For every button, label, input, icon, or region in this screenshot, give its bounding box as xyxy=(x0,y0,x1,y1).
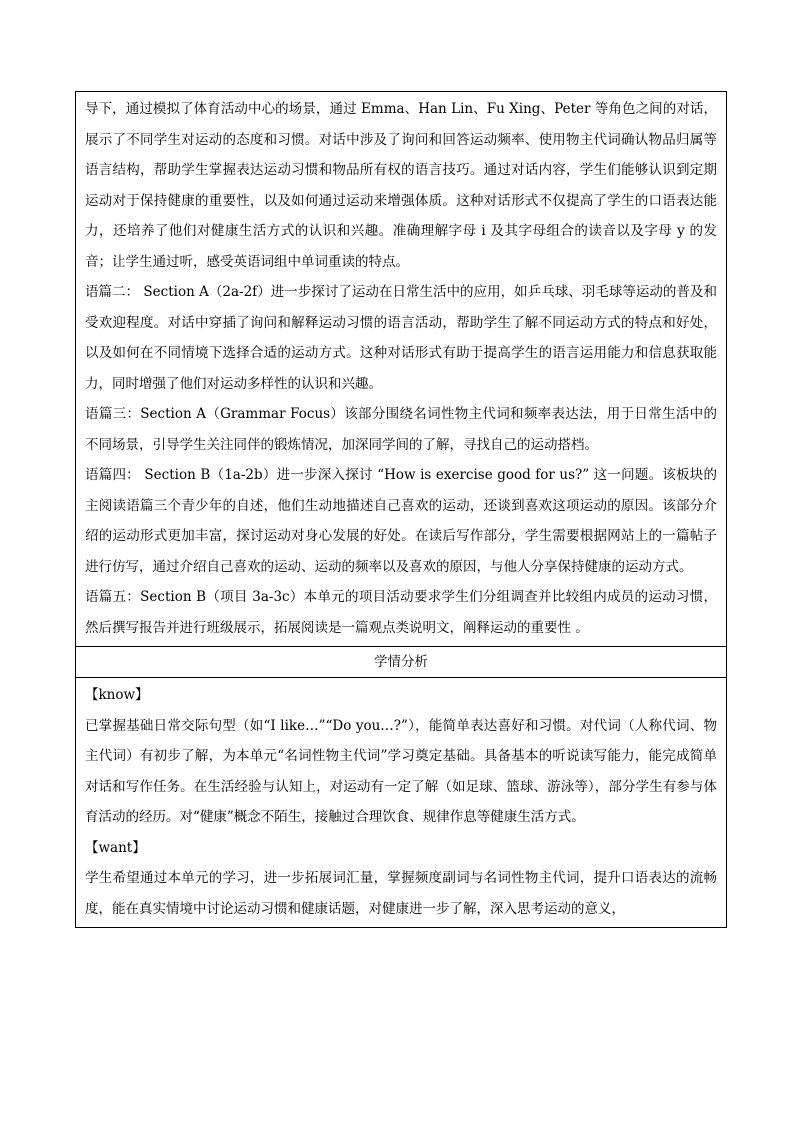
want-tag: 【want】 xyxy=(85,839,146,856)
know-tag: 【know】 xyxy=(85,687,149,703)
student-analysis-cell xyxy=(76,678,726,927)
know-text: 已掌握基础日常交际句型（如“I like…”“Do you…?”），能简单表达喜好和习惯。对代词（人称代词、物主代词）有初步了解，为本单元“名词性物主代词”学习奠定基础。具备基本的听说读写能力，能完成简单对话和写作任务。在生活经验与认知上，对运动有一定了解（如足球、篮球、游泳等），部分学生有参与体育活动的经历。对“健康”概念不陌生，接触过合理饮食、规律作息等健康生活方式。 xyxy=(85,717,717,825)
paragraph-text-five: 语篇五：Section B（项目 3a-3c）本单元的项目活动要求学生们分组调查并比较组内成员的运动习惯，然后撰写报告并进行班级展示，拓展阅读是一篇观点类说明文，阐释运动的重要性 。 xyxy=(85,589,717,636)
lesson-plan-table xyxy=(75,91,727,928)
paragraph-text-one: 导下，通过模拟了体育活动中心的场景，通过 Emma、Han Lin、Fu Xing、Peter 等角色之间的对话，展示了不同学生对运动的态度和习惯。对话中涉及了询问和回答运动频率、使用物主代词确认物品归属等语言结构，帮助学生掌握表达运动习惯和物品所有权的语言技巧。通过对话内容，学生们能够认识到定期运动对于保持健康的重要性，以及如何通过运动来增强体质。这种对话形式不仅提高了学生的口语表达能力，还培养了他们对健康生活方式的认识和兴趣。准确理解字母 i 及其字母组合的读音以及字母 y 的发音；让学生通过听，感受英语词组中单词重读的特点。 xyxy=(85,101,717,270)
text-analysis-cell xyxy=(76,92,726,646)
want-text: 学生希望通过本单元的学习，进一步拓展词汇量，掌握频度副词与名词性物主代词，提升口语表达的流畅度，能在真实情境中讨论运动习惯和健康话题，对健康进一步了解，深入思考运动的意义， xyxy=(85,870,717,917)
paragraph-text-two: 语篇二： Section A（2a-2f）进一步探讨了运动在日常生活中的应用，如乒乓球、羽毛球等运动的普及和受欢迎程度。对话中穿插了询问和解释运动习惯的语言活动，帮助学生了解不同运动方式的特点和好处，以及如何在不同情境下选择合适的运动方式。这种对话形式有助于提高学生的语言运用能力和信息获取能力，同时增强了他们对运动多样性的认识和兴趣。 xyxy=(85,284,717,392)
paragraph-text-four: 语篇四： Section B（1a-2b）进一步深入探讨 “How is exercise good for us?” 这一问题。该板块的主阅读语篇三个青少年的自述，他们生动地描述自己喜欢的运动，还谈到喜欢这项运动的原因。该部分介绍的运动形式更加丰富，探讨运动对身心发展的好处。在读后写作部分，学生需要根据网站上的一篇帖子进行仿写，通过介绍自己喜欢的运动、运动的频率以及喜欢的原因，与他人分享保持健康的运动方式。 xyxy=(85,467,717,575)
paragraph-text-three: 语篇三：Section A（Grammar Focus）该部分围绕名词性物主代词和频率表达法，用于日常生活中的不同场景，引导学生关注同伴的锻炼情况，加深同学间的了解，寻找自己的运动搭档。 xyxy=(85,406,717,453)
student-analysis-header: 学情分析 xyxy=(76,646,726,678)
